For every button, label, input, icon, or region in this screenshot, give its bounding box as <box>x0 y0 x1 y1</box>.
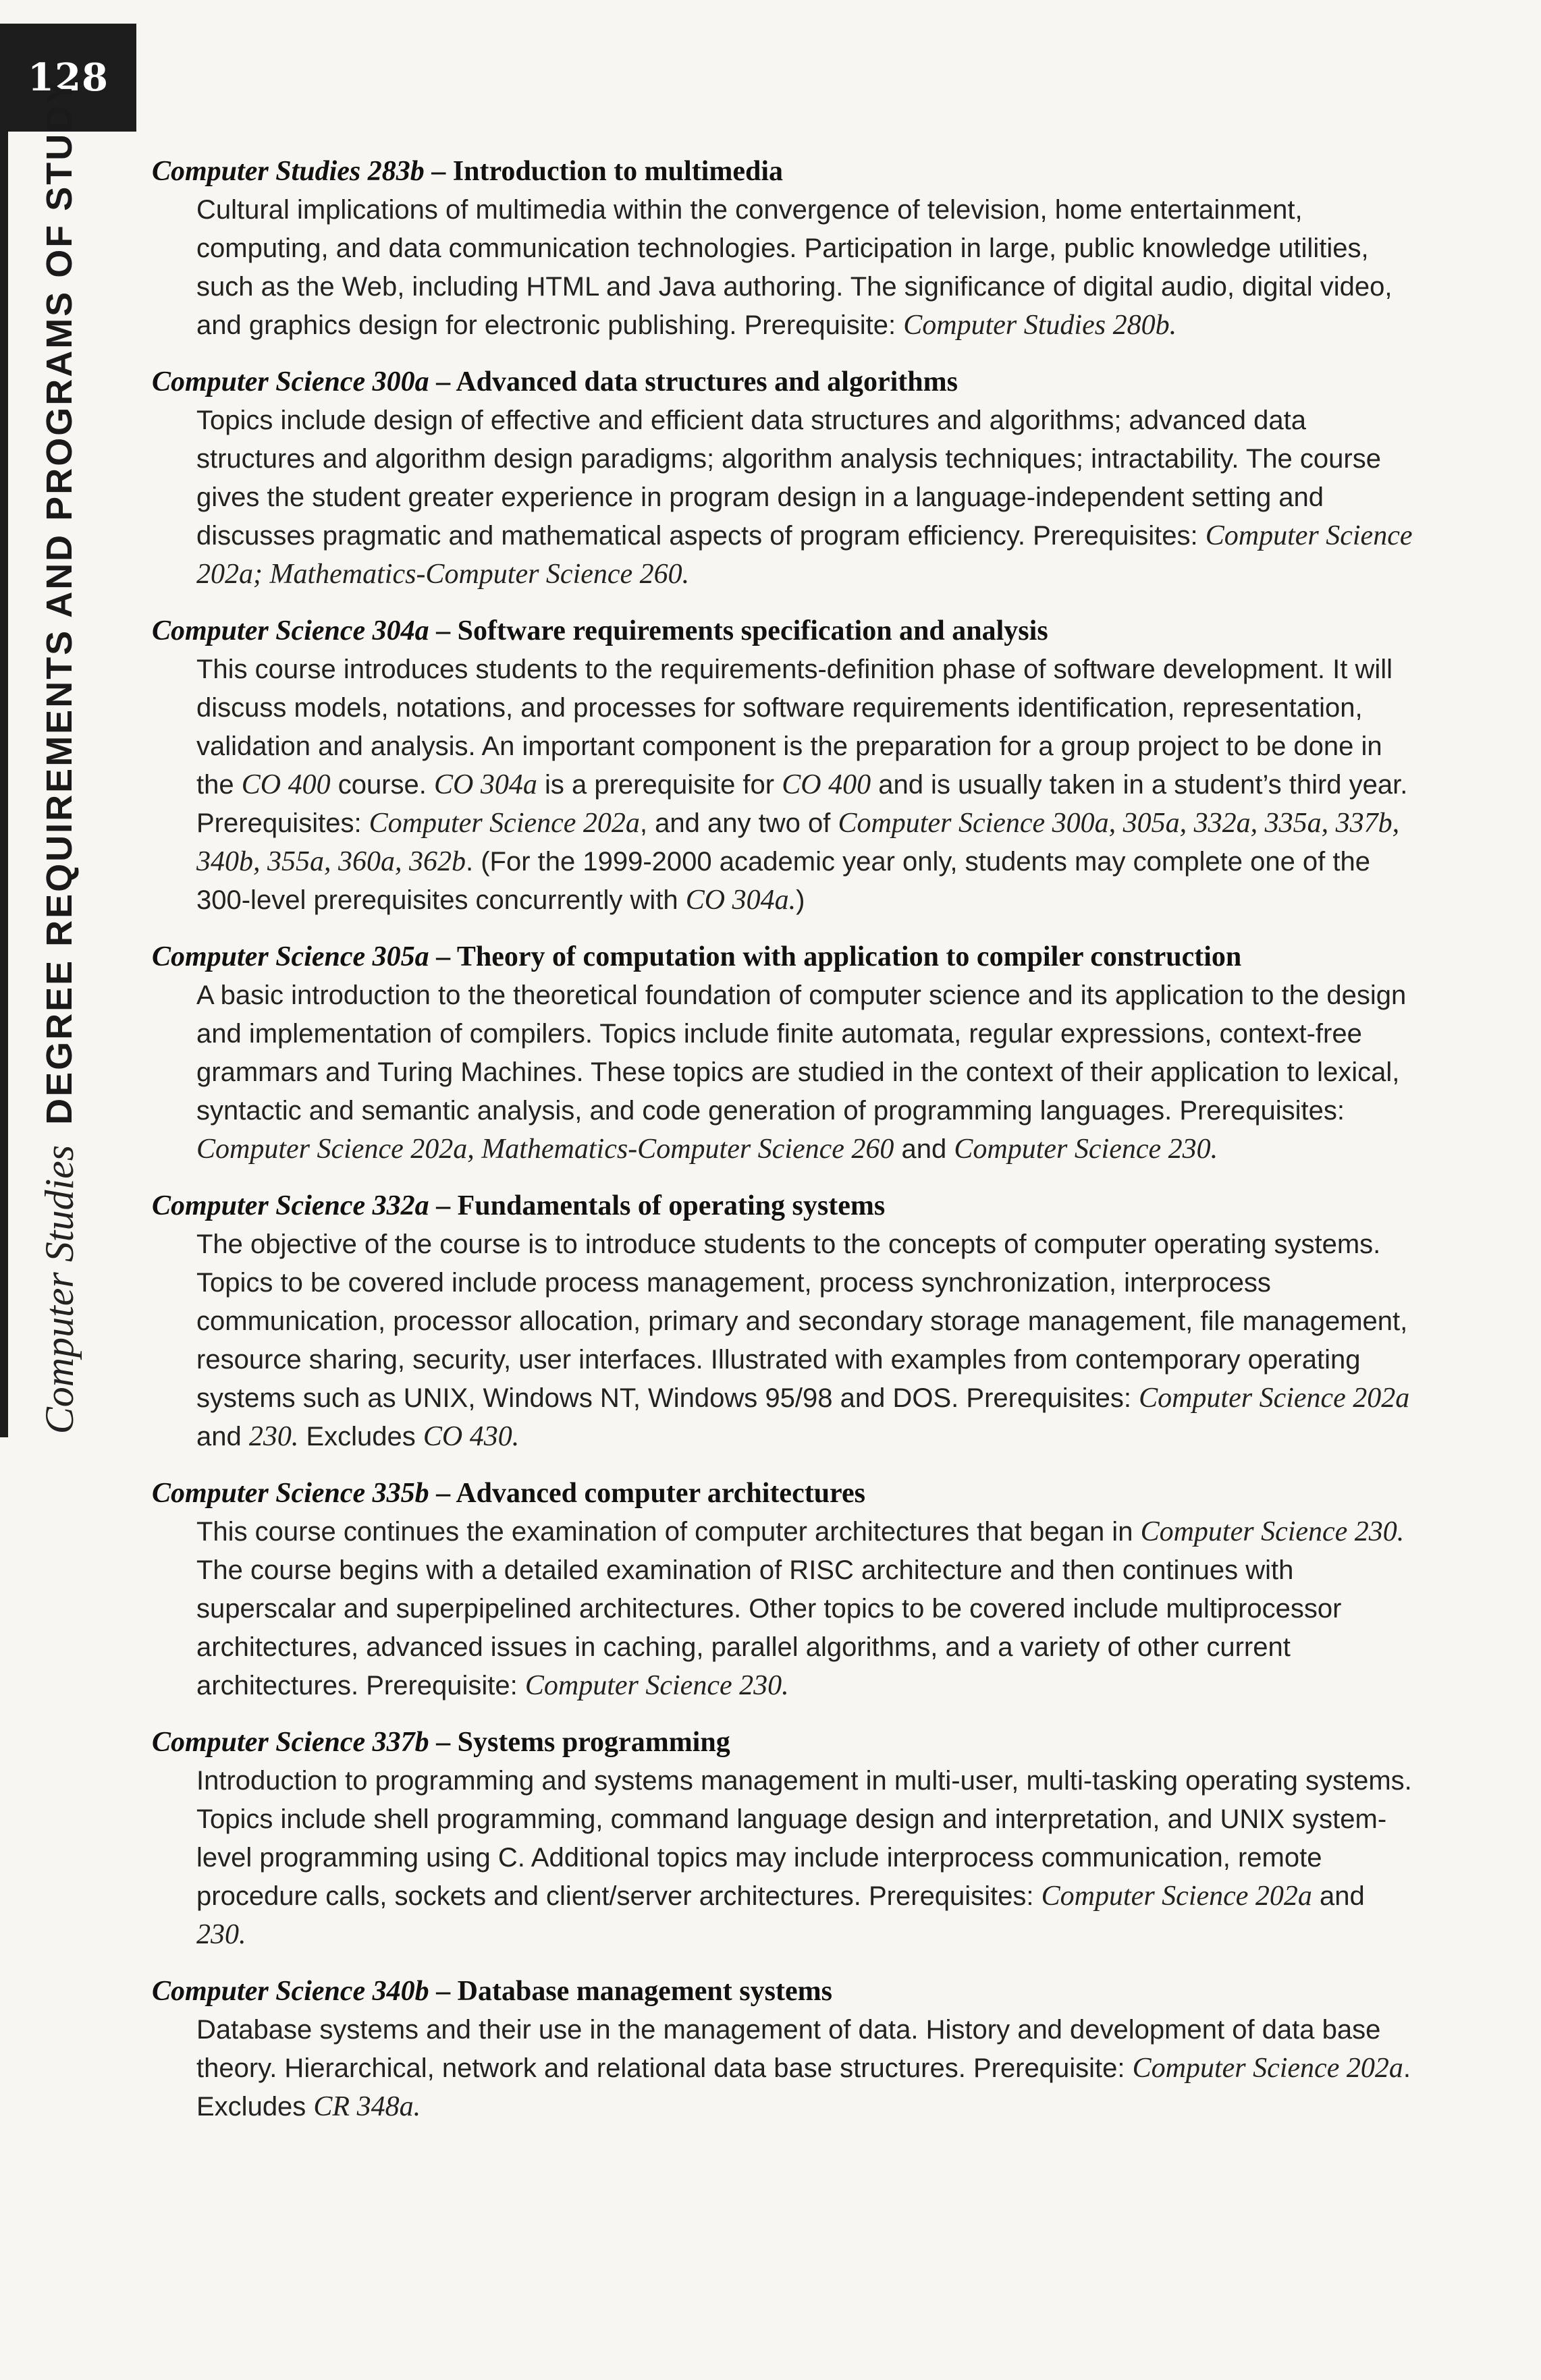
course-description-text: course. <box>330 770 434 800</box>
course-code: Computer Science 305a <box>152 941 429 972</box>
course-description-text: The objective of the course is to introduce students to the concepts of computer operating systems. Topics to be covered include process management, process synchronization, interprocess communication, processor allocation, primary and secondary storage management, file management, resource sharing, security, user interfaces. Illustrated with examples from contemporary operating systems such as UNIX, Windows NT, Windows 95/98 and DOS. Prerequisites: <box>196 1229 1408 1413</box>
course-description <box>196 2011 1414 2126</box>
course-reference-text: Computer Science 230. <box>1140 1516 1405 1547</box>
course-dash: – <box>429 1190 458 1221</box>
side-bar-rule <box>0 132 8 1437</box>
course-description <box>196 976 1414 1169</box>
course-description-text: . Excludes <box>196 2053 1411 2122</box>
course-description-text: ) <box>796 885 805 915</box>
course-reference-text: Computer Science 230. <box>954 1134 1218 1165</box>
course-entry <box>152 1972 1414 2126</box>
course-title: Database management systems <box>457 1976 832 2007</box>
course-description <box>196 402 1414 594</box>
course-reference-text: 230. <box>248 1421 299 1452</box>
course-title: Advanced data structures and algorithms <box>456 366 958 397</box>
course-reference-text: CO 304a <box>433 769 537 800</box>
course-description-text: The course begins with a detailed examination of RISC architecture and then continues with superscalar and superpipelined architectures. Other topics to be covered include multiprocessor architectures, advanced issues in caching, parallel algorithms, and a variety of other current architectures. Prerequisite: <box>196 1555 1342 1700</box>
course-reference-text: CO 400 <box>241 769 331 800</box>
course-entry <box>152 1474 1414 1705</box>
course-list <box>152 152 1414 2144</box>
course-description-text: A basic introduction to the theoretical foundation of computer science and its application to the design and implementation of compilers. Topics include finite automata, regular expressions, context-free grammars and Turing Machines. These topics are studied in the context of their application to lexical, syntactic and semantic analysis, and code generation of programming languages. Prerequisites: <box>196 980 1407 1126</box>
course-description-text: , and any two of <box>639 808 838 838</box>
course-description-text: and <box>894 1134 954 1164</box>
course-code: Computer Science 304a <box>152 615 429 646</box>
course-heading <box>152 152 1414 191</box>
course-description <box>196 1762 1414 1954</box>
course-heading <box>152 362 1414 402</box>
course-description-text: and <box>196 1422 249 1451</box>
course-description <box>196 191 1414 345</box>
course-description-text: and <box>1312 1881 1365 1911</box>
course-description-text: and is usually taken in a student’s third year. Prerequisites: <box>196 770 1408 838</box>
course-entry <box>152 937 1414 1169</box>
course-description-text: This course introduces students to the requirements-definition phase of software development. It will discuss models, notations, and processes for software requirements identification, representation, validation and analysis. An important component is the preparation for a group project to be done in the <box>196 655 1393 800</box>
course-reference-text: CO 400 <box>782 769 871 800</box>
course-entry <box>152 611 1414 920</box>
course-reference-text: Computer Science 300a, 305a, 332a, 335a, 337b, 340b, 355a, 360a, 362b <box>196 808 1400 877</box>
course-dash: – <box>429 615 458 646</box>
course-reference-text: Computer Science 202a <box>1041 1881 1312 1912</box>
course-heading <box>152 937 1414 976</box>
side-title <box>19 77 100 1435</box>
course-description <box>196 1225 1414 1456</box>
course-reference-text: Computer Studies 280b. <box>903 310 1177 341</box>
course-description <box>196 1513 1414 1705</box>
side-title-department: Computer Studies <box>36 1144 82 1435</box>
course-heading <box>152 1723 1414 1762</box>
course-description-text: Database systems and their use in the management of data. History and development of data base theory. Hierarchical, network and relational data base structures. Prerequisite: <box>196 2015 1381 2083</box>
side-title-section: DEGREE REQUIREMENTS AND PROGRAMS OF STUDY <box>39 77 80 1125</box>
course-code: Computer Science 337b <box>152 1727 429 1758</box>
course-heading <box>152 1474 1414 1513</box>
course-code: Computer Science 340b <box>152 1976 429 2007</box>
course-dash: – <box>424 156 453 187</box>
course-entry <box>152 362 1414 594</box>
course-code: Computer Science 335b <box>152 1478 429 1509</box>
course-reference-text: Computer Science 202a <box>1139 1383 1410 1414</box>
course-heading <box>152 1186 1414 1225</box>
course-description-text: is a prerequisite for <box>537 770 782 800</box>
course-title: Software requirements specification and analysis <box>457 615 1048 646</box>
course-dash: – <box>429 1478 456 1509</box>
course-entry <box>152 1723 1414 1954</box>
course-heading <box>152 1972 1414 2011</box>
course-description <box>196 651 1414 920</box>
course-reference-text: Computer Science 202a <box>1132 2053 1403 2084</box>
course-description-text: This course continues the examination of computer architectures that began in <box>196 1517 1141 1547</box>
course-heading <box>152 611 1414 651</box>
course-description-text: Cultural implications of multimedia within the convergence of television, home entertainment, computing, and data communication technologies. Participation in large, public knowledge utilities, such as the Web, including HTML and Java authoring. The significance of digital audio, digital video, and graphics design for electronic publishing. Prerequisite: <box>196 195 1393 340</box>
course-dash: – <box>429 1976 458 2007</box>
course-reference-text: CR 348a. <box>313 2091 421 2122</box>
course-description-text: . (For the 1999-2000 academic year only, students may complete one of the 300-level prerequisites concurrently with <box>196 847 1370 915</box>
course-dash: – <box>429 366 456 397</box>
course-code: Computer Science 332a <box>152 1190 429 1221</box>
course-title: Introduction to multimedia <box>452 156 784 187</box>
course-title: Systems programming <box>457 1727 730 1758</box>
course-reference-text: Computer Science 202a, Mathematics-Computer Science 260 <box>196 1134 894 1165</box>
course-description-text: Topics include design of effective and efficient data structures and algorithms; advanced data structures and algorithm design paradigms; algorithm analysis techniques; intractability. The course gives the student greater experience in program design in a language-independent setting and discusses pragmatic and mathematical aspects of program efficiency. Prerequisites: <box>196 406 1381 551</box>
course-code: Computer Studies 283b <box>152 156 425 187</box>
course-title: Fundamentals of operating systems <box>457 1190 886 1221</box>
course-reference-text: 230. <box>196 1919 246 1950</box>
course-description-text: Introduction to programming and systems management in multi-user, multi-tasking operating systems. Topics include shell programming, command language design and interpretation, and UNIX system-level programming using C. Additional topics may include interprocess communication, remote procedure calls, sockets and client/server architectures. Prerequisites: <box>196 1766 1412 1911</box>
course-dash: – <box>429 941 457 972</box>
course-reference-text: CO 304a. <box>685 885 796 916</box>
page-number: 128 <box>0 24 136 132</box>
course-reference-text: Computer Science 202a; Mathematics-Computer Science 260. <box>196 520 1413 590</box>
course-title: Theory of computation with application to compiler construction <box>456 941 1242 972</box>
course-code: Computer Science 300a <box>152 366 429 397</box>
course-reference-text: CO 430. <box>423 1421 520 1452</box>
course-title: Advanced computer architectures <box>456 1478 865 1509</box>
course-reference-text: Computer Science 230. <box>524 1670 789 1701</box>
course-description-text: Excludes <box>298 1422 423 1451</box>
course-entry <box>152 152 1414 345</box>
course-dash: – <box>429 1727 458 1758</box>
course-reference-text: Computer Science 202a <box>369 808 640 839</box>
course-entry <box>152 1186 1414 1456</box>
